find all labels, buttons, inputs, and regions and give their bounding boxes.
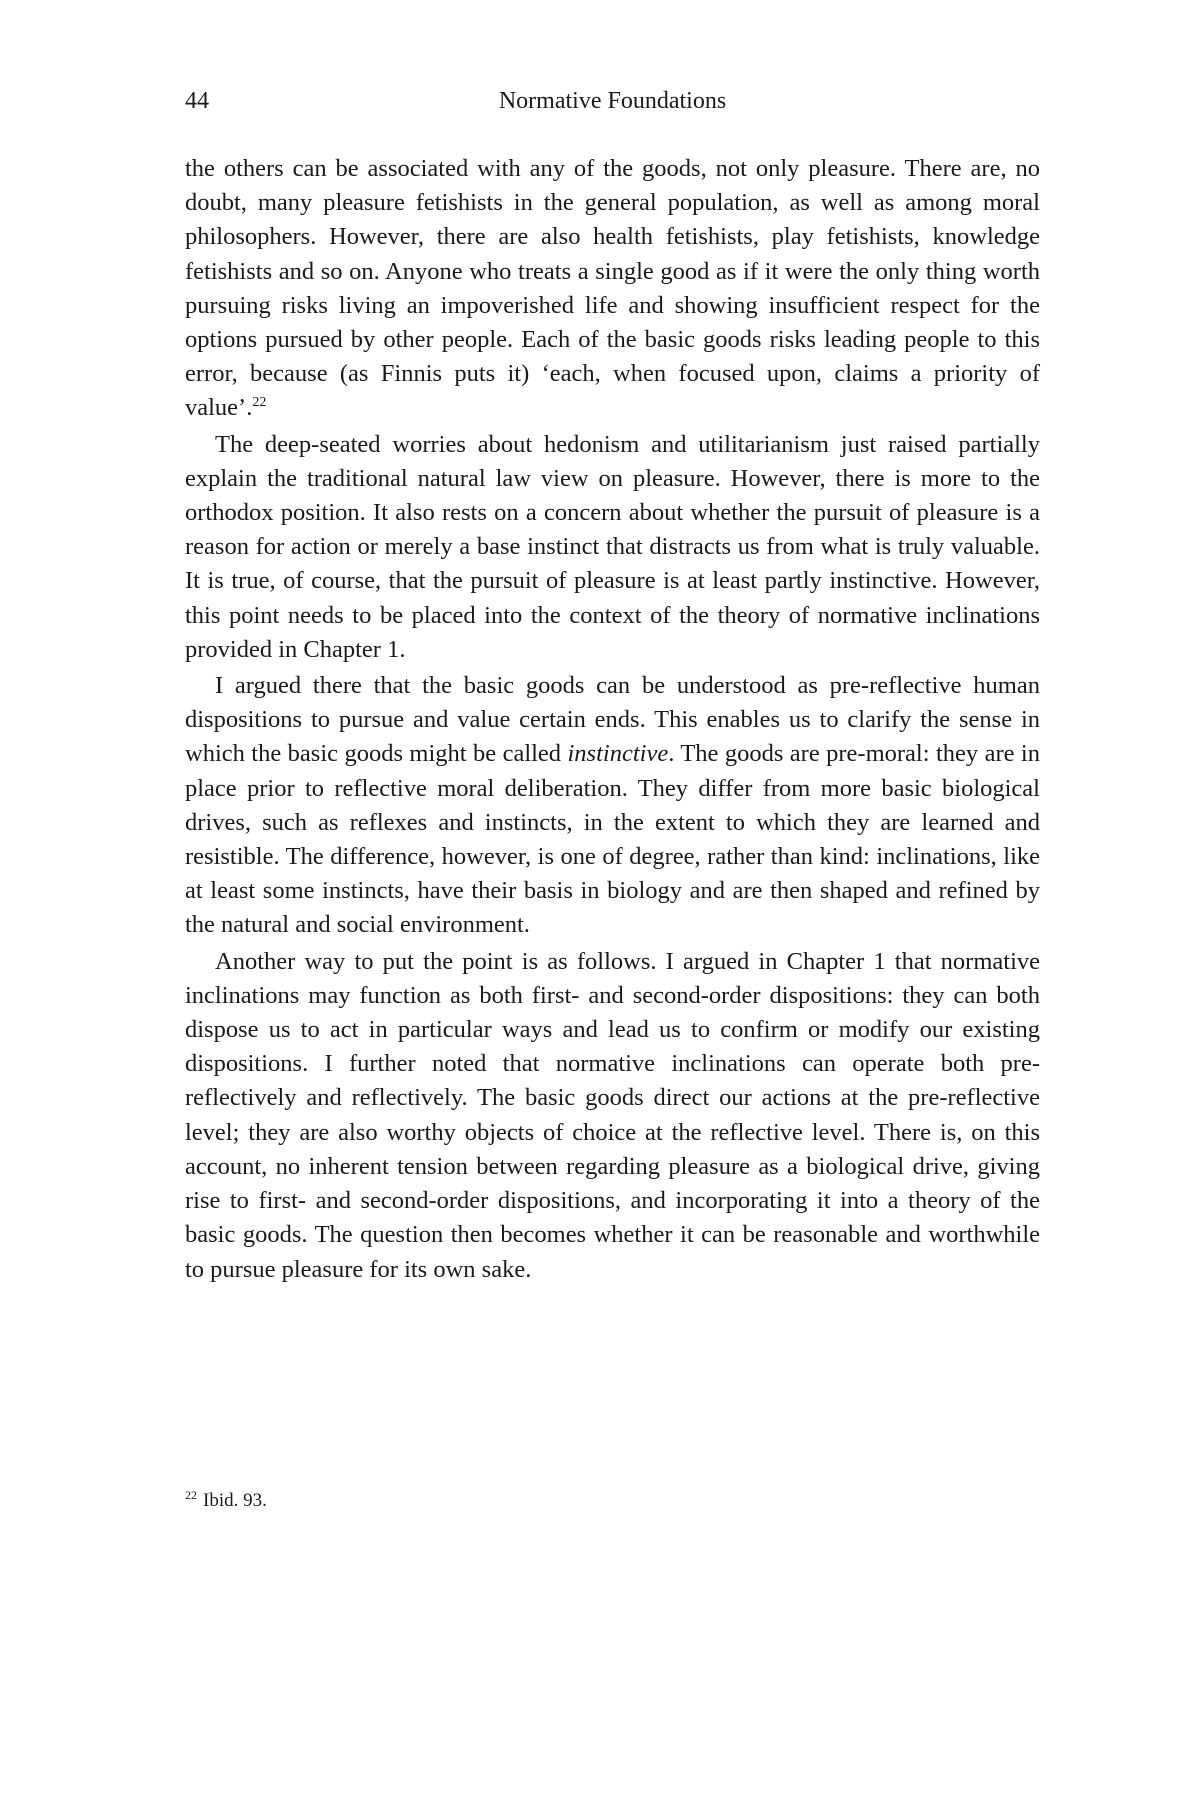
body-text <box>185 152 1040 1287</box>
paragraph-1 <box>185 152 1040 426</box>
footnote-reference: 22 <box>252 395 267 411</box>
page-number: 44 <box>185 88 209 114</box>
paragraph-3-emphasis: instinctive <box>567 740 669 768</box>
running-head <box>185 88 1040 128</box>
paragraph-3-text-b: . The goods are pre-moral: they are in place prior to reflective moral deliberation. They differ from more basic biological drives, such as reflexes and instincts, in the extent to which they are learned and resistible. The difference, however, is one of degree, rather than kind: inclinations, like at least some instincts, have their basis in biology and are then shaped and refined by the natural and social environment. <box>185 740 1040 939</box>
paragraph-1-text: the others can be associated with any of the goods, not only pleasure. There are, no doubt, many pleasure fetishists in the general population, as well as among moral philosophers. However, there are also health fetishists, play fetishists, knowledge fetishists and so on. Anyone who treats a single good as if it were the only thing worth pursuing risks living an impoverished life and showing insufficient respect for the options pursued by other people. Each of the basic goods risks leading people to this error, because (as Finnis puts it) ‘each, when focused upon, claims a priority of value’. <box>185 155 1040 422</box>
footnote-mark: 22 <box>185 1487 197 1502</box>
footnote-text: Ibid. 93. <box>203 1490 267 1511</box>
paragraph-2: The deep-seated worries about hedonism and utilitarianism just raised partially explain the traditional natural law view on pleasure. However, there is more to the orthodox position. It also rests on a concern about whether the pursuit of pleasure is a reason for action or merely a base instinct that distracts us from what is truly valuable. It is true, of course, that the pursuit of pleasure is at least partly instinctive. However, this point needs to be placed into the context of the theory of normative inclinations provided in Chapter 1. <box>185 430 1040 663</box>
paragraph-3-text-a: I argued there that the basic goods can be understood as pre-reflective human dispositions to pursue and value certain ends. This enables us to clarify the sense in which the basic goods might be called <box>185 672 1040 768</box>
paragraph-3 <box>185 669 1040 943</box>
footnote <box>185 1488 1040 1514</box>
paragraph-4: Another way to put the point is as follows. I argued in Chapter 1 that normative inclinations may function as both first- and second-order dispositions: they can both dispose us to act in particular ways and lead us to confirm or modify our existing dispositions. I further noted that normative inclinations can operate both pre-reflectively and reflectively. The basic goods direct our actions at the pre-reflective level; they are also worthy objects of choice at the reflective level. There is, on this account, no inherent tension between regarding pleasure as a biological drive, giving rise to first- and second-order dispositions, and incorporating it into a theory of the basic goods. The question then becomes whether it can be reasonable and worthwhile to pursue pleasure for its own sake. <box>185 947 1040 1283</box>
running-title: Normative Foundations <box>498 88 727 114</box>
